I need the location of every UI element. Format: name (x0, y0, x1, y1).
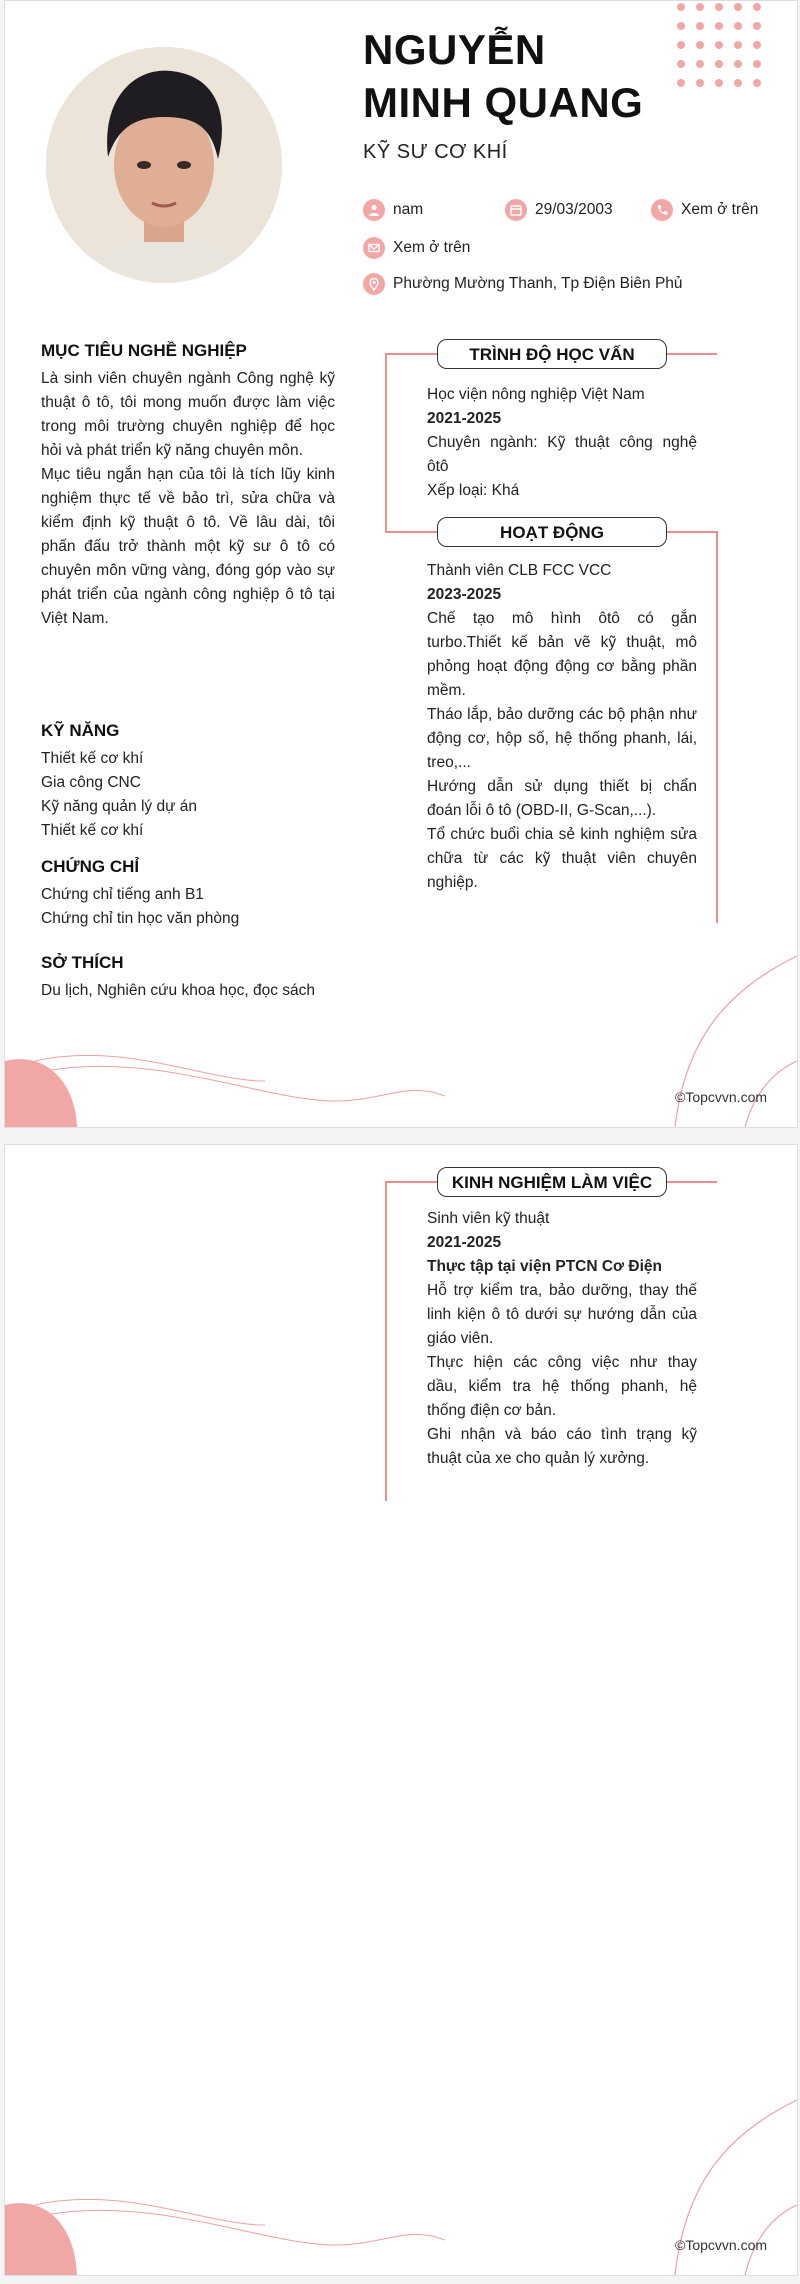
text-line: Hướng dẫn sử dụng thiết bị chẩn (427, 778, 697, 795)
education-major-line-1: Chuyên ngành: Kỹ thuật công nghệ (427, 434, 697, 451)
text-line: phát triển của ngành công nghiệp ô tô tại (41, 586, 335, 603)
activities-title: HOẠT ĐỘNG (437, 517, 667, 547)
skill-item: Thiết kế cơ khí (41, 822, 144, 839)
profile-photo (46, 47, 282, 283)
timeline-line (385, 531, 437, 533)
location-pin-icon (363, 273, 385, 295)
address-text: Phường Mường Thanh, Tp Điện Biên Phủ (393, 275, 683, 292)
job-title: KỸ SƯ CƠ KHÍ (363, 141, 508, 163)
phone-info (651, 199, 758, 221)
text-line: Là sinh viên chuyên ngành Công nghệ kỹ (41, 370, 335, 387)
text-line: linh kiện ô tô dưới sự hướng dẫn của (427, 1306, 697, 1323)
certificates-title: CHỨNG CHỈ (41, 857, 140, 876)
calendar-icon (505, 199, 527, 221)
education-title: TRÌNH ĐỘ HỌC VẤN (437, 339, 667, 369)
objective-title: MỤC TIÊU NGHỀ NGHIỆP (41, 341, 247, 360)
skill-item: Gia công CNC (41, 774, 141, 791)
hobbies-title: SỞ THÍCH (41, 953, 124, 972)
email-text: Xem ở trên (393, 239, 471, 256)
user-icon (363, 199, 385, 221)
text-line: động cơ, hộp số, hệ thống phanh, lái, (427, 730, 697, 747)
text-line: kiểm định kỹ thuật ô tô. Về lâu dài, tôi (41, 514, 335, 531)
birthdate-info (505, 199, 613, 221)
education-grade: Xếp loại: Khá (427, 482, 520, 499)
text-line: Tháo lắp, bảo dưỡng các bộ phận như (427, 706, 697, 723)
text-line: Chế tạo mô hình ôtô có gắn (427, 610, 697, 627)
experience-title: KINH NGHIỆM LÀM VIỆC (437, 1167, 667, 1197)
certificate-item: Chứng chỉ tiếng anh B1 (41, 886, 204, 903)
timeline-line (385, 353, 387, 533)
text-line: chữa từ các kỹ thuật viên chuyên (427, 850, 697, 867)
full-name (363, 23, 643, 129)
gender-info (363, 199, 423, 221)
cv-page-2 (4, 1144, 798, 2276)
timeline-line (665, 531, 717, 533)
education-period: 2021-2025 (427, 410, 502, 427)
cv-page-1 (4, 0, 798, 1128)
skills-title: KỸ NĂNG (41, 721, 120, 740)
objective-text (41, 367, 335, 631)
mail-icon (363, 237, 385, 259)
activities-description (427, 607, 697, 895)
copyright-text: ©Topcvvn.com (675, 2237, 768, 2253)
phone-icon (651, 199, 673, 221)
text-line: Tổ chức buổi chia sẻ kinh nghiệm sửa (427, 826, 697, 843)
text-line: treo,... (427, 754, 471, 771)
text-line: trong môi trường chuyên nghiệp để học (41, 418, 335, 435)
education-school: Học viện nông nghiệp Việt Nam (427, 386, 645, 403)
text-line: phấn đấu trở thành một kỹ sư ô tô có (41, 538, 335, 555)
text-line: thống điện cơ bản. (427, 1402, 557, 1419)
birthdate-text: 29/03/2003 (535, 201, 613, 218)
text-line: Mục tiêu ngắn hạn của tôi là tích lũy kinh (41, 466, 335, 483)
text-line: nghiệm thực tế về bảo trì, sửa chữa và (41, 490, 335, 507)
activities-org: Thành viên CLB FCC VCC (427, 562, 612, 579)
experience-company: Thực tập tại viện PTCN Cơ Điện (427, 1258, 662, 1275)
name-line-2: MINH QUANG (363, 79, 644, 126)
experience-role: Sinh viên kỹ thuật (427, 1210, 550, 1227)
text-line: turbo.Thiết kế bản vẽ kỹ thuật, mô (427, 634, 697, 651)
timeline-line (385, 353, 437, 355)
copyright-text: ©Topcvvn.com (675, 1089, 768, 1105)
text-line: giáo viên. (427, 1330, 494, 1347)
certificate-item: Chứng chỉ tin học văn phòng (41, 910, 240, 927)
text-line: Hỗ trợ kiểm tra, bảo dưỡng, thay thế (427, 1282, 697, 1299)
gender-text: nam (393, 201, 424, 218)
phone-text: Xem ở trên (681, 201, 759, 218)
text-line: đoán lỗi ô tô (OBD-II, G-Scan,...). (427, 802, 657, 819)
text-line: thuật ô tô, tôi mong muốn được làm việc (41, 394, 335, 411)
timeline-line (716, 531, 718, 923)
timeline-line (665, 353, 717, 355)
text-line: Việt Nam. (41, 610, 109, 627)
text-line: phỏng hoạt động động cơ bằng phần (427, 658, 697, 675)
skill-item: Kỹ năng quản lý dự án (41, 798, 198, 815)
text-line: dầu, kiểm tra hệ thống phanh, hệ (427, 1378, 697, 1395)
timeline-line (385, 1181, 437, 1183)
timeline-line (385, 1181, 387, 1501)
hobbies-text: Du lịch, Nghiên cứu khoa học, đọc sách (41, 982, 316, 999)
name-line-1: NGUYỄN (363, 26, 546, 73)
text-line: mềm. (427, 682, 466, 699)
experience-period: 2021-2025 (427, 1234, 502, 1251)
text-line: hỏi và phát triển kỹ năng chuyên môn. (41, 442, 303, 459)
timeline-line (665, 1181, 717, 1183)
education-major-line-2: ôtô (427, 458, 449, 475)
text-line: thuật của xe cho quản lý xưởng. (427, 1450, 650, 1467)
address-info (363, 273, 683, 295)
experience-description (427, 1279, 697, 1471)
email-info (363, 237, 470, 259)
text-line: Thực hiện các công việc như thay (427, 1354, 697, 1371)
text-line: chuyên môn vững vàng, đóng góp vào sự (41, 562, 335, 579)
text-line: Ghi nhận và báo cáo tình trạng kỹ (427, 1426, 697, 1443)
skill-item: Thiết kế cơ khí (41, 750, 144, 767)
activities-period: 2023-2025 (427, 586, 502, 603)
text-line: nghiệp. (427, 874, 478, 891)
